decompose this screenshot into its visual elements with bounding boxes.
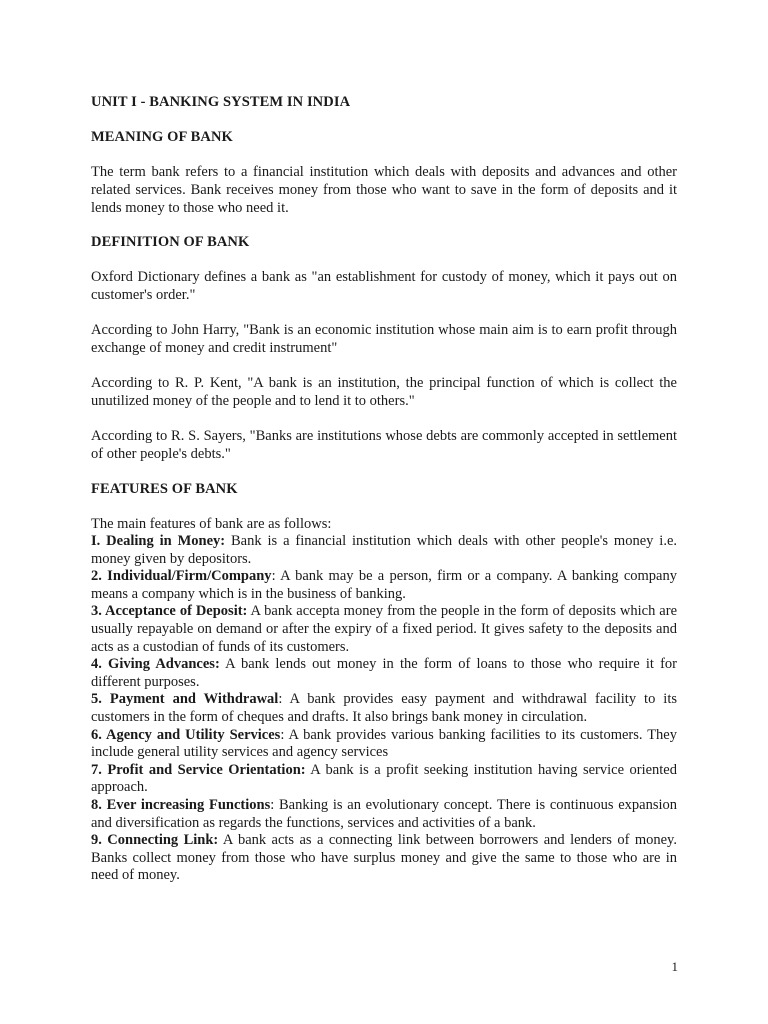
feature-text: A bank is a profit seeking institution having service oriented approach. bbox=[91, 761, 677, 796]
feature-text: A bank accepta money from the people in the form of deposits which are usually repayable on demand or after the expiry of a fixed period. It gives safety to the deposits and acts as a custodian of funds of its customers. bbox=[91, 603, 678, 655]
meaning-paragraph: The term bank refers to a financial institution which deals with deposits and advances and other related services. Bank receives money from those who want to save in the form of deposits and it lends money to those who need it. bbox=[91, 164, 677, 216]
features-heading: FEATURES OF BANK bbox=[91, 481, 238, 497]
definition-kent-paragraph: According to R. P. Kent, "A bank is an institution, the principal function of which is collect the unutilized money of the people and to lend it to others." bbox=[91, 375, 677, 409]
feature-title: 2. Individual/Firm/Company bbox=[91, 568, 272, 585]
page-number: 1 bbox=[671, 959, 678, 974]
feature-text: A bank acts as a connecting link between borrowers and lenders of money. Banks collect money from those who have surplus money and give the same to those who are in need of money. bbox=[91, 832, 677, 884]
document-page bbox=[91, 93, 677, 885]
feature-text: : A bank provides various banking facilities to its customers. They include general utility services and agency services bbox=[91, 726, 677, 761]
feature-title: 6. Agency and Utility Services bbox=[91, 726, 281, 743]
definition-oxford-paragraph: Oxford Dictionary defines a bank as "an establishment for custody of money, which it pays out on customer's order." bbox=[91, 269, 677, 303]
feature-item bbox=[91, 691, 677, 726]
feature-item bbox=[91, 797, 677, 832]
meaning-heading: MEANING OF BANK bbox=[91, 129, 233, 145]
feature-item bbox=[91, 656, 677, 691]
feature-title: 9. Connecting Link: bbox=[91, 832, 219, 849]
feature-title: I. Dealing in Money: bbox=[91, 533, 226, 549]
feature-item bbox=[91, 832, 677, 885]
feature-item bbox=[91, 727, 677, 762]
feature-text: Bank is a financial institution which deals with other people's money i.e. money given by depositors. bbox=[91, 533, 678, 567]
feature-title: 7. Profit and Service Orientation: bbox=[91, 761, 306, 778]
feature-item bbox=[91, 568, 677, 603]
feature-item bbox=[91, 533, 677, 568]
feature-text: A bank lends out money in the form of loans to those who require it for different purposes. bbox=[91, 656, 678, 690]
feature-title: 4. Giving Advances: bbox=[91, 656, 220, 673]
definition-sayers-paragraph: According to R. S. Sayers, "Banks are institutions whose debts are commonly accepted in settlement of other people's debts." bbox=[91, 428, 677, 462]
features-list bbox=[91, 533, 677, 885]
definition-heading: DEFINITION OF BANK bbox=[91, 234, 250, 250]
feature-item bbox=[91, 762, 677, 797]
feature-text: : A bank provides easy payment and withdrawal facility to its customers in the form of cheques and drafts. It also brings bank money in circulation. bbox=[91, 691, 677, 725]
feature-text: : A bank may be a person, firm or a company. A banking company means a company which is in the business of banking. bbox=[91, 568, 677, 602]
feature-text: : Banking is an evolutionary concept. There is continuous expansion and diversification as regards the functions, services and activities of a bank. bbox=[91, 796, 677, 831]
unit-heading: UNIT I - BANKING SYSTEM IN INDIA bbox=[91, 94, 351, 110]
feature-title: 8. Ever increasing Functions bbox=[91, 796, 271, 813]
feature-title: 3. Acceptance of Deposit: bbox=[91, 603, 248, 620]
features-intro: The main features of bank are as follows: bbox=[91, 516, 332, 532]
definition-john-harry-paragraph: According to John Harry, "Bank is an economic institution whose main aim is to earn profit through exchange of money and credit instrument" bbox=[91, 322, 677, 356]
feature-item bbox=[91, 603, 677, 656]
feature-title: 5. Payment and Withdrawal bbox=[91, 691, 279, 708]
